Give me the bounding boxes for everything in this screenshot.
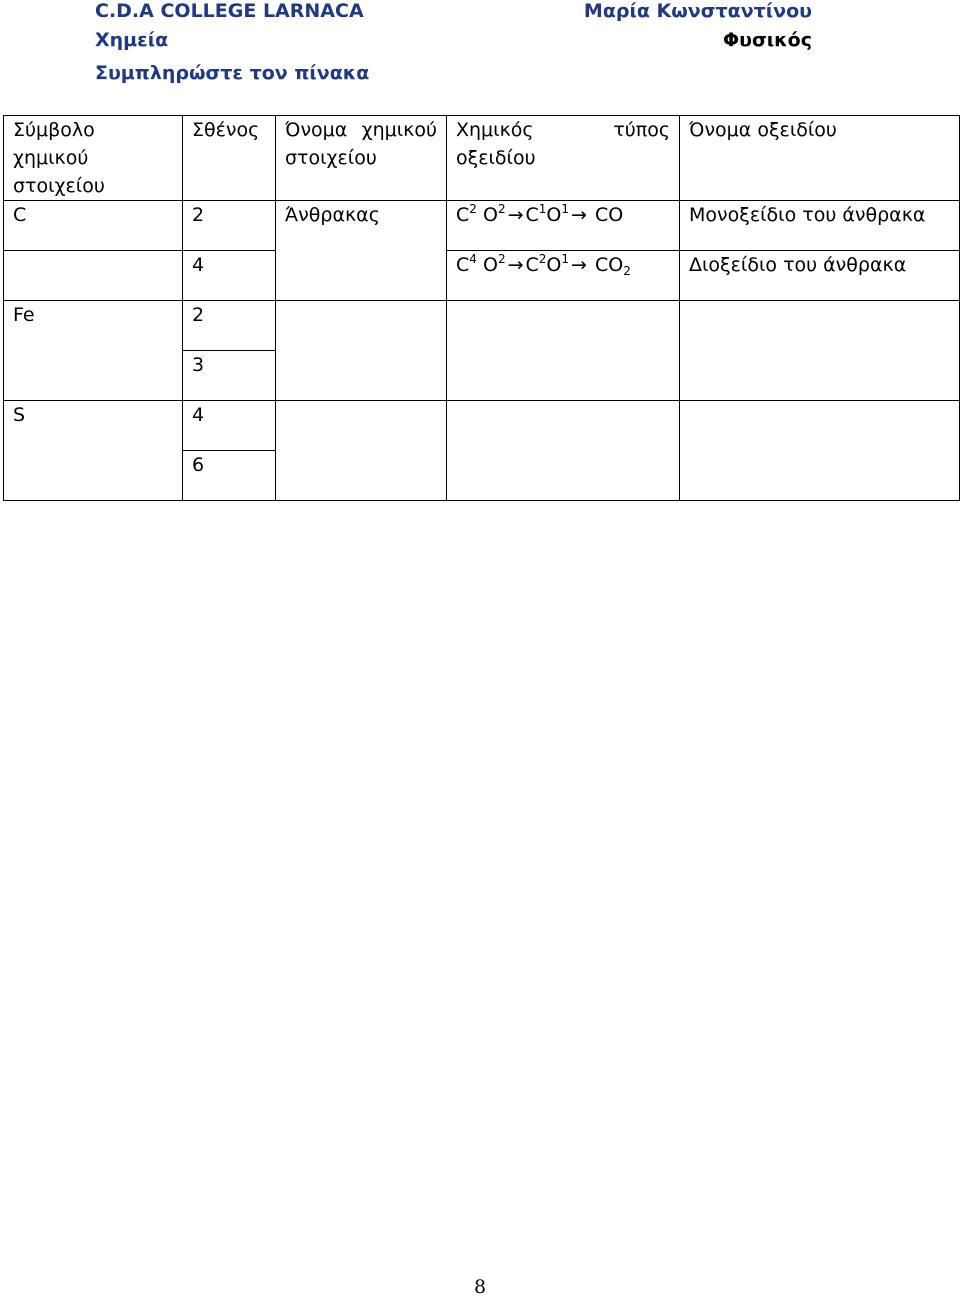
cell-formula: $C^4$ $O^2 \to C^2O^1 \to CO_2$ [447, 251, 680, 301]
cell-oxide-name: Μονοξείδιο του άνθρακα [680, 201, 960, 251]
cell-symbol: S [4, 401, 183, 501]
cell-symbol: Fe [4, 301, 183, 401]
header-oxide-name: Όνομα οξειδίου [680, 116, 960, 201]
header-symbol: Σύμβολο χημικού στοιχείου [4, 116, 183, 201]
arrow-icon: → [571, 204, 587, 226]
arrow-icon: → [507, 254, 524, 276]
cell-valence: 3 [183, 351, 276, 401]
valence-table [3, 115, 960, 501]
cell-oxide-name: Διοξείδιο του άνθρακα [680, 251, 960, 301]
cell-formula [447, 301, 680, 401]
cell-symbol [4, 251, 183, 301]
table-header-row [4, 116, 960, 201]
header-formula: Χημικός τύπος οξειδίου [447, 116, 680, 201]
page-number: 8 [473, 1276, 487, 1298]
subject: Χημεία [95, 29, 169, 51]
cell-valence: 6 [183, 451, 276, 501]
cell-oxide-name [680, 301, 960, 401]
teacher-name: Μαρία Κωνσταντίνου [583, 0, 812, 22]
teacher-role: Φυσικός [723, 29, 812, 51]
cell-formula [447, 401, 680, 501]
arrow-icon: → [507, 204, 524, 226]
cell-formula: $C^2$ $O^2 \to C^1O^1$ → CO [447, 201, 680, 251]
cell-valence: 4 [183, 251, 276, 301]
table-row [4, 401, 960, 451]
cell-element-name [276, 301, 447, 401]
table-row [4, 201, 960, 251]
header-valence: Σθένος [183, 116, 276, 201]
cell-symbol: C [4, 201, 183, 251]
cell-element-name [276, 401, 447, 501]
arrow-icon: → [571, 254, 587, 276]
school-name: C.D.A COLLEGE LARNACA [95, 0, 364, 22]
header-element-name: Όνομα χημικού στοιχείου [276, 116, 447, 201]
cell-oxide-name [680, 401, 960, 501]
instruction: Συμπληρώστε τον πίνακα [95, 62, 370, 84]
cell-valence: 2 [183, 201, 276, 251]
cell-element-name: Άνθρακας [276, 201, 447, 301]
table-row [4, 301, 960, 351]
cell-valence: 4 [183, 401, 276, 451]
cell-valence: 2 [183, 301, 276, 351]
table-row [4, 251, 960, 301]
